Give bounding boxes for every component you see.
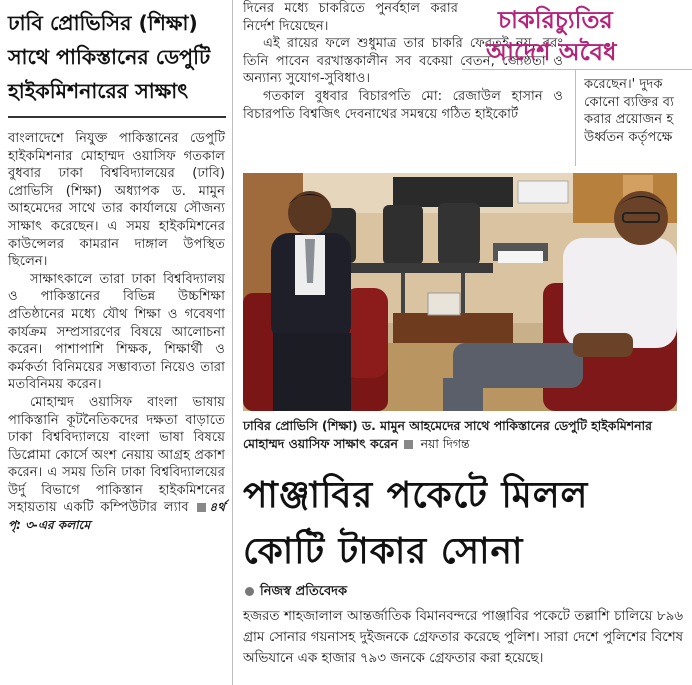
news-photo xyxy=(243,173,677,411)
right-article-headline xyxy=(472,0,692,68)
right-article-fragment xyxy=(584,76,692,146)
paragraph: বাংলাদেশে নিযুক্ত পাকিস্তানের ডেপুটি হাইকমিশনার মোহাম্মদ ওয়াসিফ গতকাল বুধবার ঢাকা বিশ্ববিদ্যালয়ের (ঢাবি) প্রোভিসি (শিক্ষা) অধ্যাপক ড. মামুন আহমেদের সাথে তার কার্যালয়ে সৌজন্য সাক্ষাৎ করেছেন। এ সময় হাইকমিশনের কাউন্সেলর কামরান দাঙ্গাল উপস্থিত ছিলেন। xyxy=(8,131,225,270)
headline-line: সাথে পাকিস্তানের ডেপুটি xyxy=(8,45,211,69)
paragraph-text: মোহাম্মদ ওয়াসিফ বাংলা ভাষায় পাকিস্তানি কূটনৈতিকদের দক্ষতা বাড়াতে ঢাকা বিশ্ববিদ্যালয়ে বাংলা ভাষা বিষয়ে ডিপ্লোমা কোর্সে অংশ নেয়ায় আগ্রহ প্রকাশ করেন। এ সময় তিনি ঢাকা বিশ্ববিদ্যালয়ের উর্দু বিভাগে পাকিস্তান হাইকমিশনের সহায়তায় একটি কম্পিউটার ল্যাব xyxy=(8,394,225,516)
fragment-line: করেছেন।' দুদক xyxy=(584,77,663,92)
paragraph-last xyxy=(8,394,225,535)
headline-underline xyxy=(8,116,226,118)
photo-caption xyxy=(243,417,683,453)
headline-line: চাকরিচ্যুতির xyxy=(498,6,613,34)
dot-bullet-icon xyxy=(245,587,254,596)
meeting-photo-illustration xyxy=(243,173,677,411)
paragraph: দিনের মধ্যে চাকরিতে পুনর্বহাল করার নির্দেশ দিয়েছেন। xyxy=(243,1,458,34)
fragment-line: করার প্রয়োজন হ xyxy=(584,112,674,128)
caption-text: ঢাবির প্রোভিসি (শিক্ষা) ড. মামুন আহমেদের সাথে পাকিস্তানের ডেপুটি হাইকমিশনার মোহাম্মদ ওয়াসিফ সাক্ষাৎ করেন xyxy=(243,418,652,451)
byline xyxy=(245,582,347,603)
paragraph: এই রায়ের ফলে শুধুমাত্র তার চাকরি ফেরতই নয়, বরং তিনি পাবেন বরখাস্তকালীন সব বকেয়া বেতন, জ্যেষ্ঠতা ও অন্যান্য সুযোগ-সুবিধাও। xyxy=(243,36,563,87)
headline-line: ঢাবি প্রোভিসির (শিক্ষা) xyxy=(8,11,198,35)
photo-source: নয়া দিগন্ত xyxy=(420,436,470,451)
headline-line: হাইকমিশনারের সাক্ষাৎ xyxy=(8,79,189,103)
byline-text: নিজস্ব প্রতিবেদক xyxy=(260,584,348,599)
square-bullet-icon xyxy=(404,440,413,449)
column-rule-left xyxy=(232,0,233,685)
left-article-headline xyxy=(8,6,230,108)
paragraph: গতকাল বুধবার বিচারপতি মো: রেজাউল হাসান ও বিচারপতি বিশ্বজিৎ দেবনাথের সমন্বয়ে গঠিত হাইকোর্ট xyxy=(243,88,563,122)
square-bullet-icon xyxy=(197,503,206,512)
fragment-line: উর্ধ্বতন কর্তৃপক্ষে xyxy=(584,129,673,145)
fragment-line: কোনো ব্যক্তির ব্য xyxy=(584,94,674,110)
continuation-link[interactable]: ৪র্থ পৃ: ৩-এর কলামে xyxy=(8,500,225,533)
column-rule-right xyxy=(575,70,576,166)
gold-article-headline xyxy=(243,468,683,580)
headline-line: পাঞ্জাবির পকেটে মিলল xyxy=(243,475,589,516)
headline-line: কোটি টাকার সোনা xyxy=(243,531,524,572)
paragraph: সাক্ষাৎকালে তারা ঢাকা বিশ্ববিদ্যালয় ও পাকিস্তানের বিভিন্ন উচ্চশিক্ষা প্রতিষ্ঠানের মধ্যে যৌথ শিক্ষা ও গবেষণা কার্যক্রম সম্প্রসারণের বিষয়ে আলোচনা করেন। পাশাপাশি শিক্ষক, শিক্ষার্থী ও কর্মকর্তা বিনিময়ের সম্ভাব্যতা নিয়েও তারা মতবিনিময় করেন। xyxy=(8,271,225,393)
paragraph: হজরত শাহজালাল আন্তর্জাতিক বিমানবন্দরে পাঞ্জাবির পকেটে তল্লাশি চালিয়ে ৮৯৬ গ্রাম সোনার গয়নাসহ দুইজনকে গ্রেফতার করেছে পুলিশ। সারা দেশে পুলিশের বিশেষ অভিযানে এক হাজার ৭৯৩ জনকে গ্রেফতার করা হয়েছে। xyxy=(243,609,683,666)
gold-article-body xyxy=(243,606,683,669)
left-article-body xyxy=(8,130,225,535)
headline-line: আদেশ অবৈধ xyxy=(486,38,617,66)
